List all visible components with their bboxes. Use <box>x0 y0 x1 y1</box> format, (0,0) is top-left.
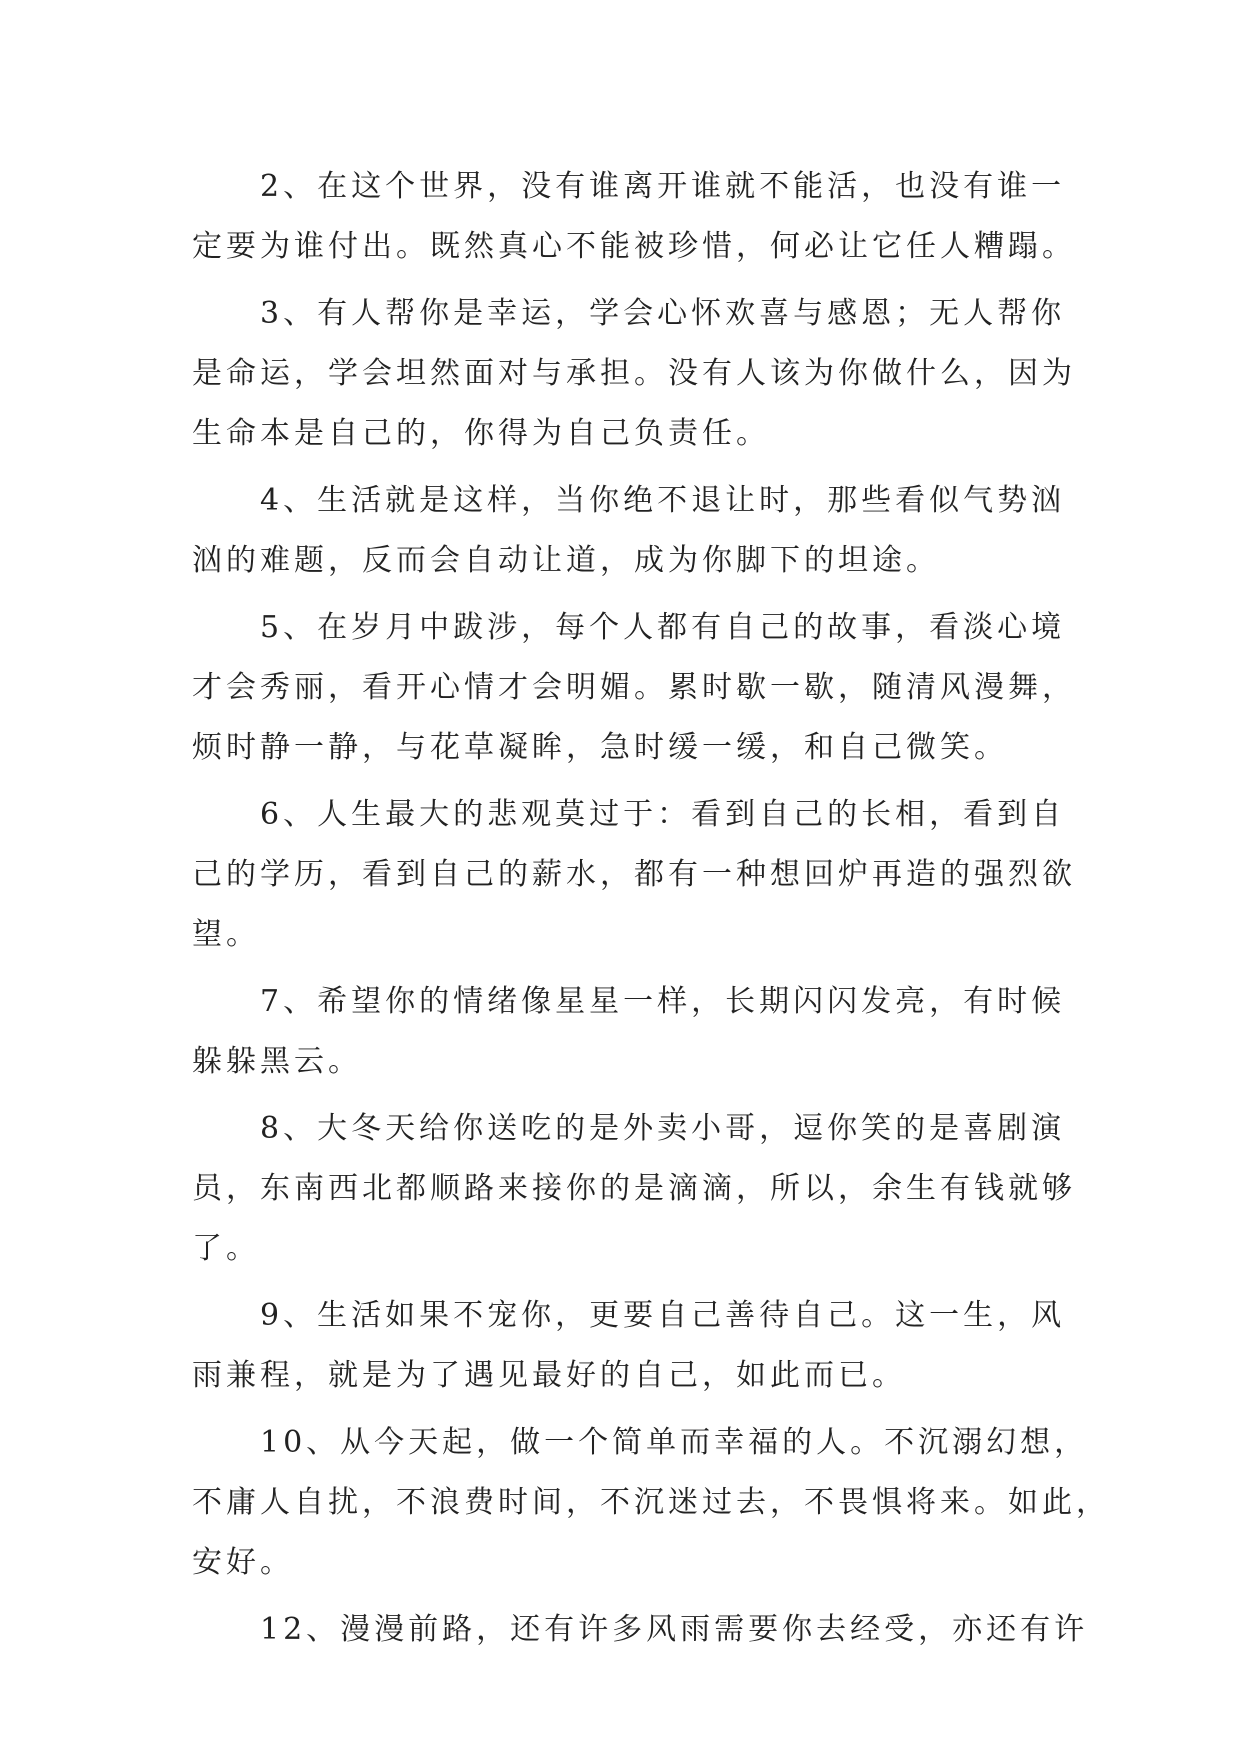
text-line: 10、从今天起，做一个简单而幸福的人。不沉溺幻想， <box>192 1425 1089 1460</box>
text-line: 了。 <box>192 1231 260 1266</box>
text-line: 员，东南西北都顺路来接你的是滴滴，所以，余生有钱就够 <box>192 1171 1076 1206</box>
text-line: 7、希望你的情绪像星星一样，长期闪闪发亮，有时候 <box>192 984 1066 1019</box>
paragraph-5 <box>192 598 1076 778</box>
text-line: 5、在岁月中跋涉，每个人都有自己的故事，看淡心境 <box>192 610 1066 645</box>
text-line: 望。 <box>192 917 260 952</box>
paragraph-6 <box>192 785 1076 965</box>
paragraph-7 <box>192 972 1072 1092</box>
text-line: 才会秀丽，看开心情才会明媚。累时歇一歇，随清风漫舞， <box>192 670 1076 705</box>
paragraph-8 <box>192 1099 1076 1279</box>
text-line: 不庸人自扰，不浪费时间，不沉迷过去，不畏惧将来。如此， <box>192 1485 1110 1520</box>
text-line: 4、生活就是这样，当你绝不退让时，那些看似气势汹 <box>192 483 1066 518</box>
paragraph-10 <box>192 1413 1110 1593</box>
text-line: 2、在这个世界，没有谁离开谁就不能活，也没有谁一 <box>192 169 1066 204</box>
text-line: 3、有人帮你是幸运，学会心怀欢喜与感恩；无人帮你 <box>192 296 1066 331</box>
text-line: 定要为谁付出。既然真心不能被珍惜，何必让它任人糟蹋。 <box>192 229 1076 264</box>
text-line: 生命本是自己的，你得为自己负责任。 <box>192 416 770 451</box>
paragraph-9 <box>192 1286 1072 1406</box>
text-line: 烦时静一静，与花草凝眸，急时缓一缓，和自己微笑。 <box>192 730 1008 765</box>
text-line: 雨兼程，就是为了遇见最好的自己，如此而已。 <box>192 1358 906 1393</box>
paragraph-2 <box>192 157 1076 277</box>
paragraph-4 <box>192 471 1072 591</box>
text-line: 8、大冬天给你送吃的是外卖小哥，逗你笑的是喜剧演 <box>192 1111 1066 1146</box>
text-line: 躲躲黑云。 <box>192 1044 362 1079</box>
paragraph-12 <box>192 1600 1089 1660</box>
text-line: 汹的难题，反而会自动让道，成为你脚下的坦途。 <box>192 543 940 578</box>
paragraph-3 <box>192 284 1076 464</box>
text-line: 9、生活如果不宠你，更要自己善待自己。这一生，风 <box>192 1298 1066 1333</box>
text-line: 安好。 <box>192 1545 294 1580</box>
document-body <box>192 157 1110 1667</box>
text-line: 是命运，学会坦然面对与承担。没有人该为你做什么，因为 <box>192 356 1076 391</box>
text-line: 12、漫漫前路，还有许多风雨需要你去经受，亦还有许 <box>192 1612 1089 1647</box>
text-line: 6、人生最大的悲观莫过于：看到自己的长相，看到自 <box>192 797 1066 832</box>
text-line: 己的学历，看到自己的薪水，都有一种想回炉再造的强烈欲 <box>192 857 1076 892</box>
